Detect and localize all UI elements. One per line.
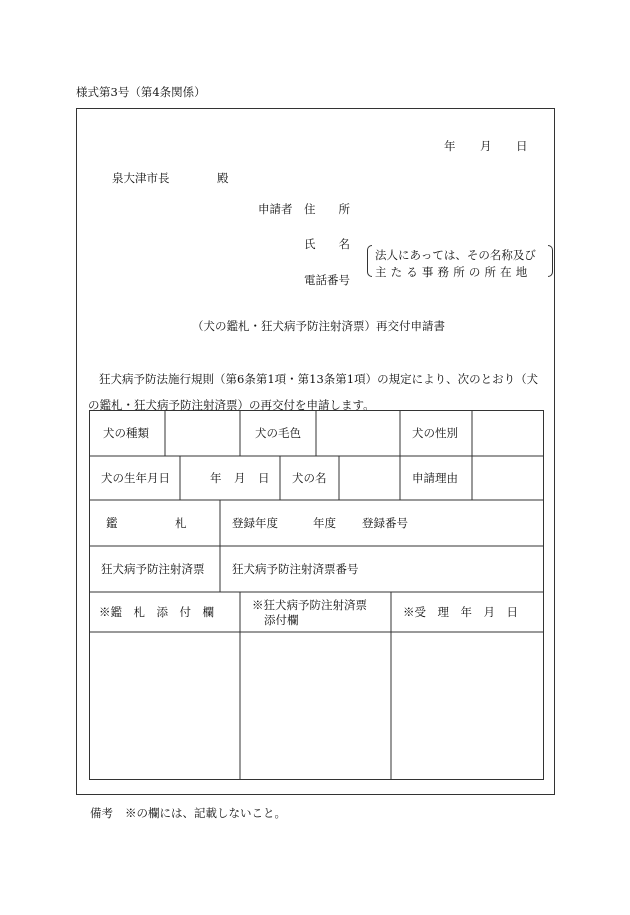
cell-registration-year: 登録年度: [232, 516, 278, 530]
brace-left: [367, 245, 372, 277]
cell-vaccination-tag-number: 狂犬病予防注射済票番号: [232, 562, 359, 576]
cell-birth-day: 日: [258, 471, 270, 485]
note-text: ※の欄には、記載しないこと。: [125, 806, 286, 820]
date-year-label: 年: [444, 139, 456, 153]
date-day-label: 日: [516, 139, 528, 153]
date-month-label: 月: [480, 139, 492, 153]
table-outline: [90, 411, 544, 780]
form-id: 様式第3号（第4条関係）: [76, 85, 206, 99]
cell-vax-attach-field-line2: 添付欄: [264, 613, 299, 627]
corporate-note-line2: 主たる事務所の所在地: [375, 265, 532, 280]
brace-right: [548, 245, 553, 277]
cell-birth-year: 年: [210, 471, 222, 485]
cell-vaccination-tag: 狂犬病予防注射済票: [101, 562, 205, 576]
cell-birth-month: 月: [234, 471, 246, 485]
addressee-honorific: 殿: [217, 171, 229, 185]
cell-license-tag: 鑑 札: [106, 516, 187, 530]
cell-tag-attach-field: ※鑑 札 添 付 欄: [99, 605, 214, 619]
table-grid-lines: [89, 410, 544, 780]
cell-reason: 申請理由: [412, 471, 458, 485]
cell-nendo: 年度: [313, 516, 336, 530]
body-text: 狂犬病予防法施行規則（第6条第1項・第13条第1項）の規定により、次のとおり（犬の鑑札・狂犬病予防注射済票）の再交付を申請します。: [88, 372, 539, 412]
addressee-name: 泉大津市長: [112, 171, 170, 185]
application-table: [89, 410, 544, 780]
cell-dog-coat: 犬の毛色: [255, 426, 301, 440]
cell-receipt-date: ※受 理 年 月 日: [403, 605, 518, 619]
phone-label: 電話番号: [304, 273, 350, 287]
corporate-note-line1: 法人にあっては、その名称及び: [375, 248, 536, 262]
corporate-note: [375, 247, 547, 282]
form-title: （犬の鑑札・狂犬病予防注射済票）再交付申請書: [192, 319, 445, 333]
cell-registration-number: 登録番号: [362, 516, 408, 530]
note-label: 備考: [90, 806, 113, 820]
address-label: 住 所: [304, 202, 350, 216]
cell-vax-attach-field-line1: ※狂犬病予防注射済票: [252, 598, 367, 612]
name-label: 氏 名: [304, 237, 350, 251]
cell-dog-name: 犬の名: [292, 471, 327, 485]
applicant-label: 申請者: [258, 202, 293, 216]
cell-dog-birthdate: 犬の生年月日: [101, 471, 170, 485]
cell-dog-sex: 犬の性別: [412, 426, 458, 440]
cell-dog-breed: 犬の種類: [103, 426, 149, 440]
